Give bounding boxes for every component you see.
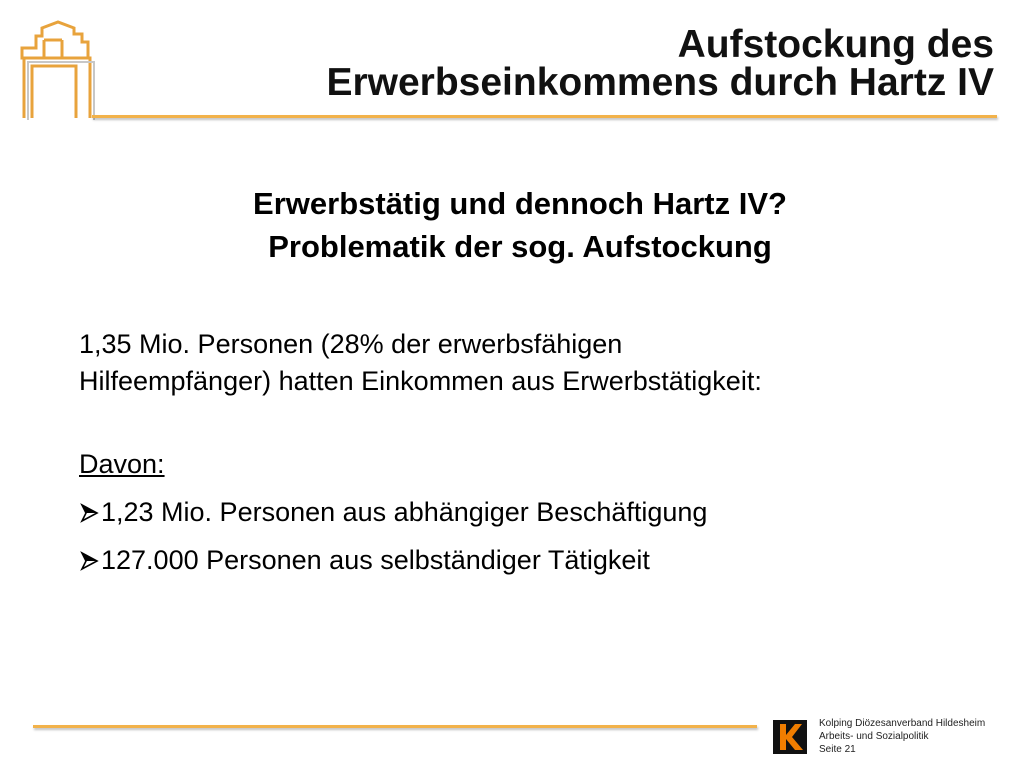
body-line-1: 1,35 Mio. Personen (28% der erwerbsfähigen bbox=[79, 329, 623, 359]
header-divider bbox=[92, 115, 997, 118]
footer-org: Kolping Diözesanverband Hildesheim bbox=[819, 718, 986, 729]
davon-label: Davon: bbox=[79, 449, 165, 479]
bullet-item bbox=[79, 493, 707, 541]
building-logo-icon bbox=[18, 18, 100, 122]
page-title bbox=[326, 23, 994, 104]
footer-divider bbox=[33, 725, 757, 728]
bullet-text: 127.000 Personen aus selbständiger Tätigkeit bbox=[101, 545, 650, 575]
footer-page-number: Seite 21 bbox=[819, 744, 856, 755]
page-title-line-2: Erwerbseinkommens durch Hartz IV bbox=[326, 61, 994, 104]
slide-subtitle bbox=[0, 182, 1024, 268]
arrow-right-bullet-icon bbox=[79, 503, 99, 523]
footer-info bbox=[819, 717, 985, 756]
subtitle-line-1: Erwerbstätig und dennoch Hartz IV? bbox=[253, 186, 787, 221]
page-title-line-1: Aufstockung des bbox=[677, 23, 994, 66]
bullet-item bbox=[79, 541, 707, 589]
arrow-right-bullet-icon bbox=[79, 551, 99, 571]
bullet-list bbox=[79, 493, 707, 589]
subtitle-line-2: Problematik der sog. Aufstockung bbox=[268, 229, 772, 264]
body-line-2: Hilfeempfänger) hatten Einkommen aus Erwerbstätigkeit: bbox=[79, 366, 762, 396]
kolping-logo-icon bbox=[773, 720, 807, 754]
bullet-text: 1,23 Mio. Personen aus abhängiger Beschäftigung bbox=[101, 497, 708, 527]
footer-dept: Arbeits- und Sozialpolitik bbox=[819, 731, 929, 742]
body-paragraph bbox=[79, 326, 762, 400]
